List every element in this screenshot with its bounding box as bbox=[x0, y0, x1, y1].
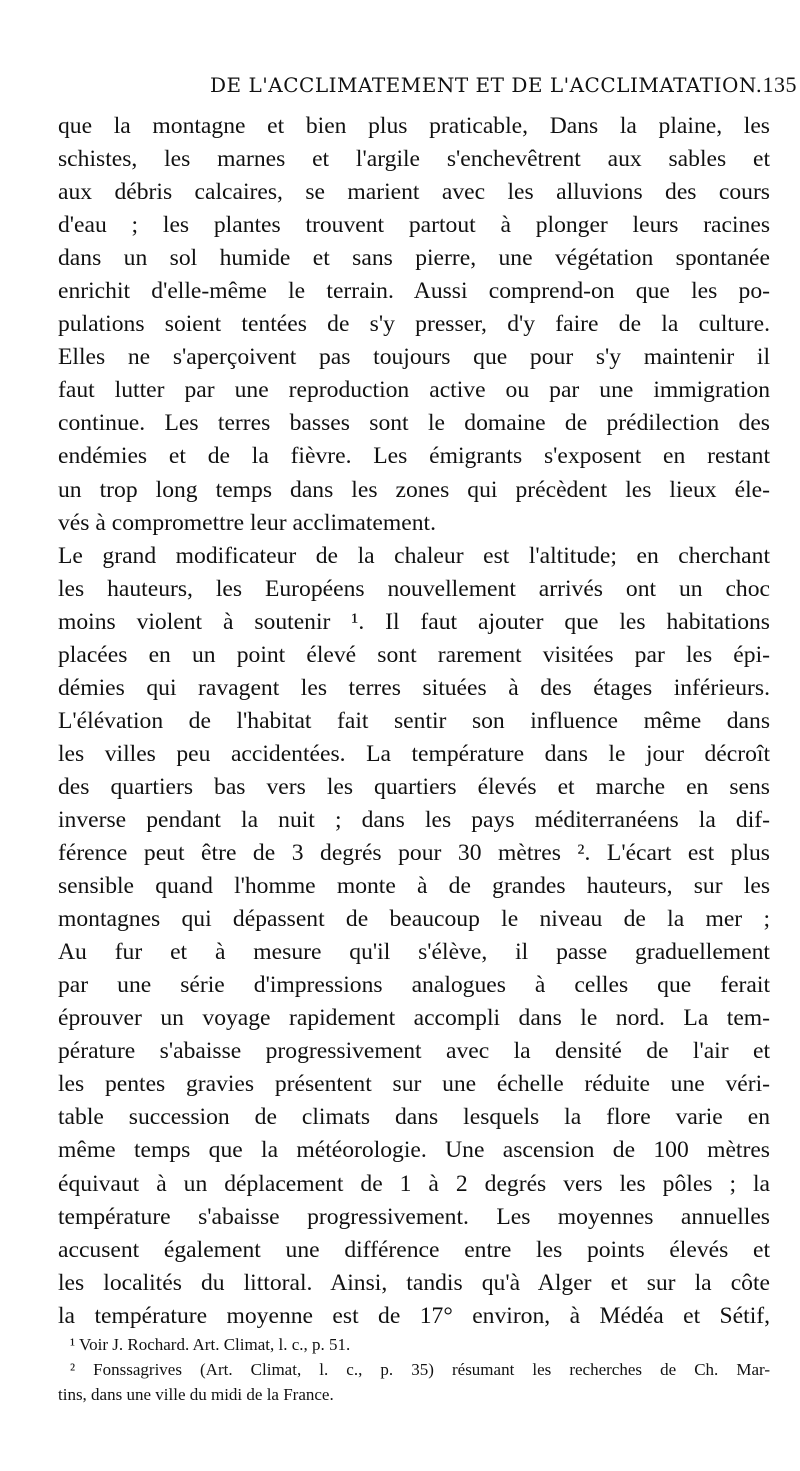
text-line: schistes, les marnes et l'argile s'enchevêtrent aux sables et bbox=[58, 146, 770, 173]
text-line: continue. Les terres basses sont le domaine de prédilection des bbox=[58, 410, 770, 437]
text-line: enrichit d'elle-même le terrain. Aussi comprend-on que les po- bbox=[58, 278, 770, 305]
text-line: un trop long temps dans les zones qui précèdent les lieux éle- bbox=[58, 476, 770, 503]
text-line: L'élévation de l'habitat fait sentir son influence même dans bbox=[58, 707, 770, 734]
text-line: sensible quand l'homme monte à de grandes hauteurs, sur les bbox=[58, 873, 770, 900]
text-line: Elles ne s'aperçoivent pas toujours que pour s'y maintenir il bbox=[58, 344, 770, 371]
text-line: table succession de climats dans lesquels la flore varie en bbox=[58, 1104, 770, 1131]
text-line: que la montagne et bien plus praticable, Dans la plaine, les bbox=[58, 113, 770, 139]
text-line: Au fur et à mesure qu'il s'élève, il passe graduellement bbox=[58, 939, 770, 966]
text-line: température s'abaisse progressivement. Les moyennes annuelles bbox=[58, 1203, 770, 1230]
text-line: éprouver un voyage rapidement accompli dans le nord. La tem- bbox=[58, 1005, 770, 1032]
body-text bbox=[58, 110, 770, 1333]
footnote-1: ¹ Voir J. Rochard. Art. Climat, l. c., p. 51. bbox=[70, 1335, 351, 1354]
text-line: la température moyenne est de 17° environ, à Médéa et Sétif, bbox=[58, 1302, 770, 1329]
text-line: moins violent à soutenir ¹. Il faut ajouter que les habitations bbox=[58, 608, 770, 635]
text-line: inverse pendant la nuit ; dans les pays méditerranéens la dif- bbox=[58, 806, 770, 833]
text-line: accusent également une différence entre les points élevés et bbox=[58, 1236, 770, 1263]
text-line: d'eau ; les plantes trouvent partout à plonger leurs racines bbox=[58, 212, 770, 239]
text-line: les villes peu accidentées. La température dans le jour décroît bbox=[58, 740, 770, 767]
text-line: Le grand modificateur de la chaleur est l'altitude; en cherchant bbox=[58, 542, 770, 569]
text-line: les pentes gravies présentent sur une échelle réduite une véri- bbox=[58, 1071, 770, 1098]
text-line: les localités du littoral. Ainsi, tandis qu'à Alger et sur la côte bbox=[58, 1269, 770, 1296]
text-line: les hauteurs, les Européens nouvellement arrivés ont un choc bbox=[58, 575, 770, 602]
text-line: par une série d'impressions analogues à celles que ferait bbox=[58, 972, 770, 999]
text-line: vés à compromettre leur acclimatement. bbox=[58, 509, 436, 536]
text-line: démies qui ravagent les terres situées à des étages inférieurs. bbox=[58, 674, 770, 701]
footnote-2: ² Fonssagrives (Art. Climat, l. c., p. 35) résumant les recherches de Ch. Mar- bbox=[70, 1360, 770, 1379]
running-head bbox=[210, 72, 797, 102]
running-title: DE L'ACCLIMATEMENT ET DE L'ACCLIMATATION. bbox=[210, 73, 763, 97]
text-line: pulations soient tentées de s'y presser, d'y faire de la culture. bbox=[58, 311, 770, 338]
page-number: 135 bbox=[762, 72, 797, 97]
text-line: des quartiers bas vers les quartiers élevés et marche en sens bbox=[58, 773, 770, 800]
text-line: aux débris calcaires, se marient avec les alluvions des cours bbox=[58, 179, 770, 206]
text-line: pérature s'abaisse progressivement avec la densité de l'air et bbox=[58, 1038, 770, 1065]
text-line: férence peut être de 3 degrés pour 30 mètres ². L'écart est plus bbox=[58, 840, 770, 867]
text-line: endémies et de la fièvre. Les émigrants s'exposent en restant bbox=[58, 443, 770, 470]
text-line: faut lutter par une reproduction active ou par une immigration bbox=[58, 377, 770, 404]
footnotes bbox=[58, 1332, 770, 1407]
text-line: même temps que la météorologie. Une ascension de 100 mètres bbox=[58, 1137, 770, 1164]
text-line: équivaut à un déplacement de 1 à 2 degrés vers les pôles ; la bbox=[58, 1170, 770, 1197]
text-line: dans un sol humide et sans pierre, une végétation spontanée bbox=[58, 245, 770, 272]
text-line: placées en un point élevé sont rarement visitées par les épi- bbox=[58, 641, 770, 668]
footnote-2-continued: tins, dans une ville du midi de la France. bbox=[58, 1385, 334, 1404]
text-line: montagnes qui dépassent de beaucoup le niveau de la mer ; bbox=[58, 906, 770, 933]
